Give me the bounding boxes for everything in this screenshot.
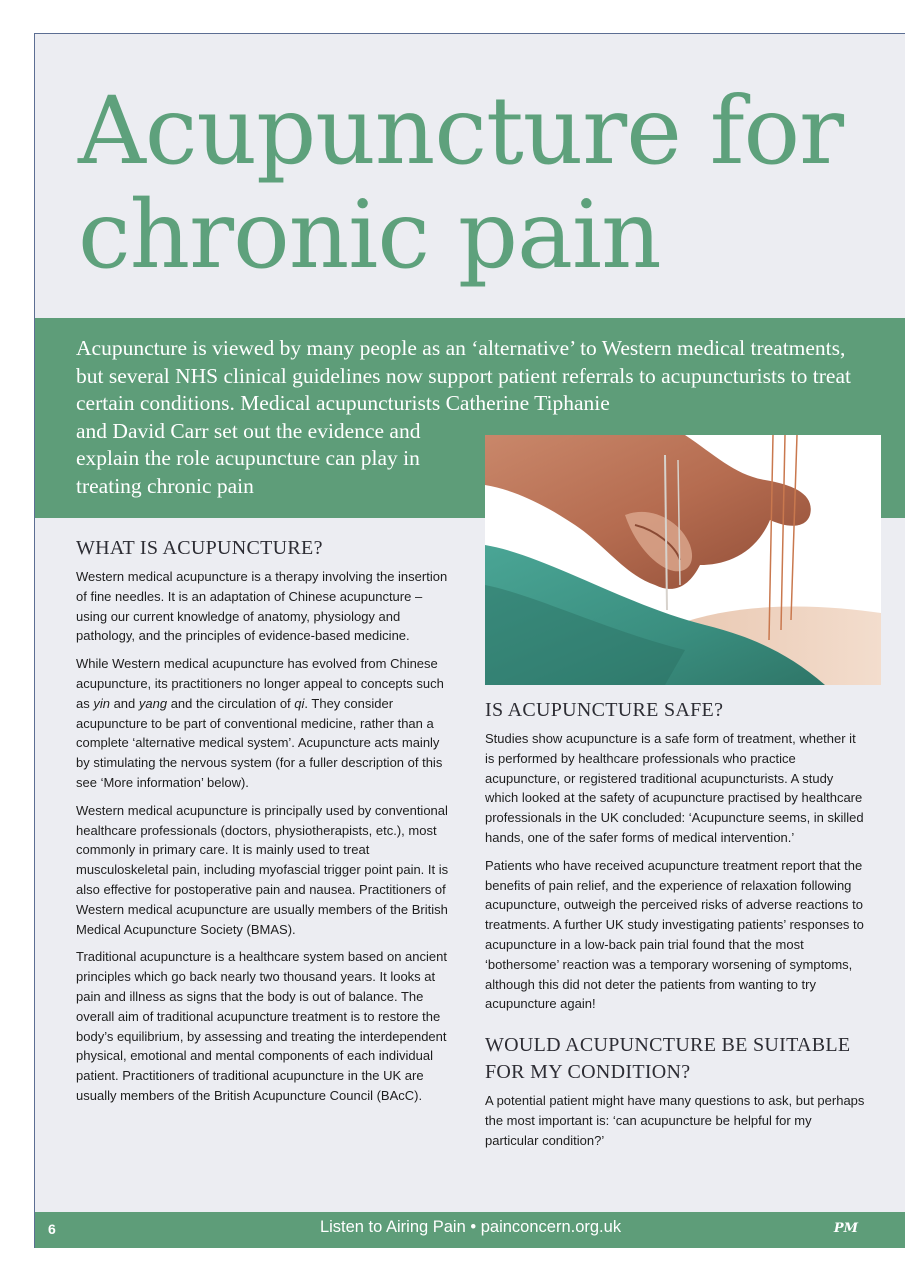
suitable-paragraph-1: A potential patient might have many questions to ask, but perhaps the most important is: ‘can acupuncture be helpful for my particular condition?’ (485, 1093, 865, 1148)
article-page (34, 33, 905, 1248)
section-heading-what-is-acupuncture: WHAT IS ACUPUNCTURE? (76, 537, 323, 559)
what-paragraph-1: Western medical acupuncture is a therapy involving the insertion of fine needles. It is an adaptation of Chinese acupuncture – using our current knowledge of anatomy, physiology and pathology, and the principles of evidence-based medicine. (76, 569, 448, 644)
footer-link-text: Listen to Airing Pain • painconcern.org.uk (319, 1218, 622, 1236)
intro-text-first: Acupuncture is viewed by many people as an ‘alternative’ to Western medical treatments, but several NHS clinical guidelines now support patient referrals to acupuncturists to treat certain conditions. Medical acupuncturists Catherine Tiphanie (76, 336, 851, 415)
page-footer (35, 1212, 905, 1248)
safe-paragraph-2: Patients who have received acupuncture treatment report that the benefits of pain relief, and the experience of relaxation following acupuncture, outweigh the perceived risks of adverse reactions to treatments. A further UK study investigating patients’ responses to acupuncture in a low-back pain trial found that the most ‘bothersome’ reaction was a temporary worsening of symptoms, although this did not deter the patients from wanting to try acupuncture again! (485, 857, 864, 1012)
right-column (485, 697, 865, 1159)
term-yin: yin (93, 695, 110, 711)
what-paragraph-3: Western medical acupuncture is principally used by conventional healthcare professionals (doctors, physiotherapists, etc.), most commonly in primary care. It is mainly used to treat musculoskeletal pain, including myofascial trigger point pain. It is also effective for postoperative pain and nausea. Practitioners of Western medical acupuncture are usually members of the British Medical Acupuncture Society (BMAS). (76, 802, 449, 937)
what-p2-text-b: and the circulation of (167, 695, 295, 711)
acupuncture-photo (485, 435, 881, 685)
term-yang: yang (138, 695, 168, 711)
what-p2-and: and (109, 695, 139, 711)
what-paragraph-2 (76, 654, 451, 793)
what-p2-text-c: . They consider acupuncture to be part of conventional medicine, rather than a complete ‘alternative medical system’. Acupuncture acts mainly by stimulating the nervous system (for a fuller description of this see ‘More information’ below). (76, 695, 443, 790)
article-title: Acupuncture for chronic pain (78, 77, 844, 290)
what-paragraph-4: Traditional acupuncture is a healthcare system based on ancient principles which go back nearly two thousand years. It looks at pain and illness as signs that the body is out of balance. The overall aim of traditional acupuncture treatment is to restore the body’s equilibrium, by assessing and treating the interdependent physical, emotional and mental components of each individual patient. Practitioners of traditional acupuncture in the UK are usually members of the British Acupuncture Council (BAcC). (76, 949, 447, 1103)
what-p2-text-a: While Western medical acupuncture has evolved from Chinese acupuncture, its practitioners no longer appeal to concepts such as (76, 656, 444, 711)
safe-paragraph-1: Studies show acupuncture is a safe form of treatment, whether it is performed by healthcare professionals who practice acupuncture, or registered traditional acupuncturists. A study which looked at the safety of acupuncture practised by healthcare professionals in the UK concluded: ‘Acupuncture seems, in skilled hands, one of the safer forms of medical intervention.’ (485, 731, 864, 845)
left-column (76, 535, 451, 1114)
intro-text-second: and David Carr set out the evidence and explain the role acupuncture can play in treating chronic pain (76, 418, 421, 498)
section-heading-suitable-for-condition: WOULD ACUPUNCTURE BE SUITABLE FOR MY CONDITION? (485, 1034, 851, 1084)
section-heading-is-acupuncture-safe: IS ACUPUNCTURE SAFE? (485, 699, 724, 721)
term-qi: qi (294, 695, 305, 711)
acupuncture-needles-image (485, 435, 881, 685)
page-number: 6 (48, 1221, 56, 1237)
pain-matters-logo: PM (833, 1221, 858, 1236)
